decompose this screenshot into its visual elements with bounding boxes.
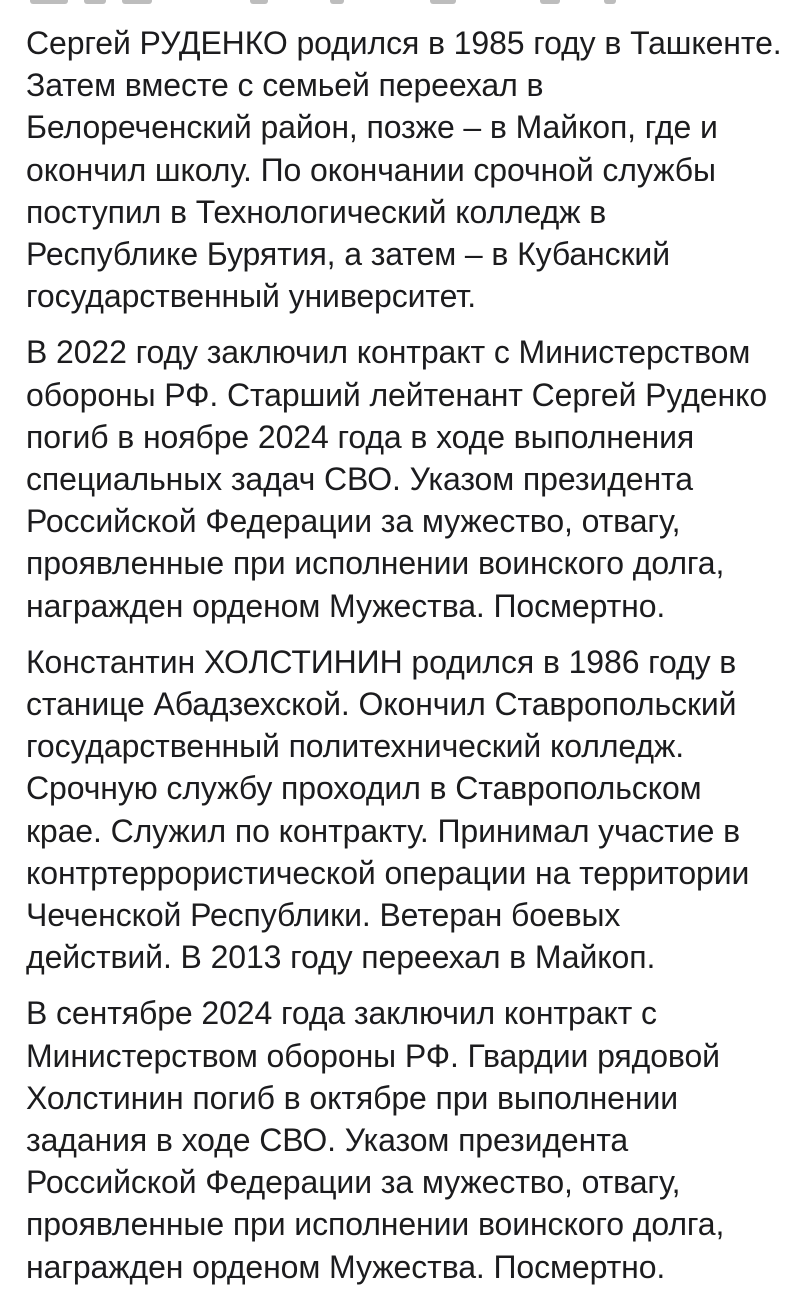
paragraph-rudenko-service: В 2022 году заключил контракт с Министерством обороны РФ. Старший лейтенант Сергей Руденко погиб в ноябре 2024 года в ходе выполнения специальных задач СВО. Указом президента Российской Федерации за мужество, отвагу, проявленные при исполнении воинского долга, награжден орденом Мужества. Посмертно. bbox=[26, 334, 768, 624]
paragraph-rudenko-biography: Сергей РУДЕНКО родился в 1985 году в Ташкенте. Затем вместе с семьей переехал в Белореченский район, позже – в Майкоп, где и окончил школу. По окончании срочной службы поступил в Технологический колледж в Республике Бурятия, а затем – в Кубанский государственный университет. bbox=[26, 25, 782, 315]
clipped-previous-line bbox=[0, 0, 809, 10]
paragraph-kholstinin-service: В сентябре 2024 года заключил контракт с Министерством обороны РФ. Гвардии рядовой Холстинин погиб в октябре при выполнении задания в ходе СВО. Указом президента Российской Федерации за мужество, отвагу, проявленные при исполнении воинского долга, награжден орденом Мужества. Посмертно. bbox=[26, 995, 725, 1285]
article-body bbox=[26, 22, 786, 1302]
paragraph-kholstinin-biography: Константин ХОЛСТИНИН родился в 1986 году в станице Абадзехской. Окончил Ставропольский государственный политехнический колледж. Срочную службу проходил в Ставропольском крае. Служил по контракту. Принимал участие в контртеррористической операции на территории Чеченской Республики. Ветеран боевых действий. В 2013 году переехал в Майкоп. bbox=[26, 643, 750, 976]
